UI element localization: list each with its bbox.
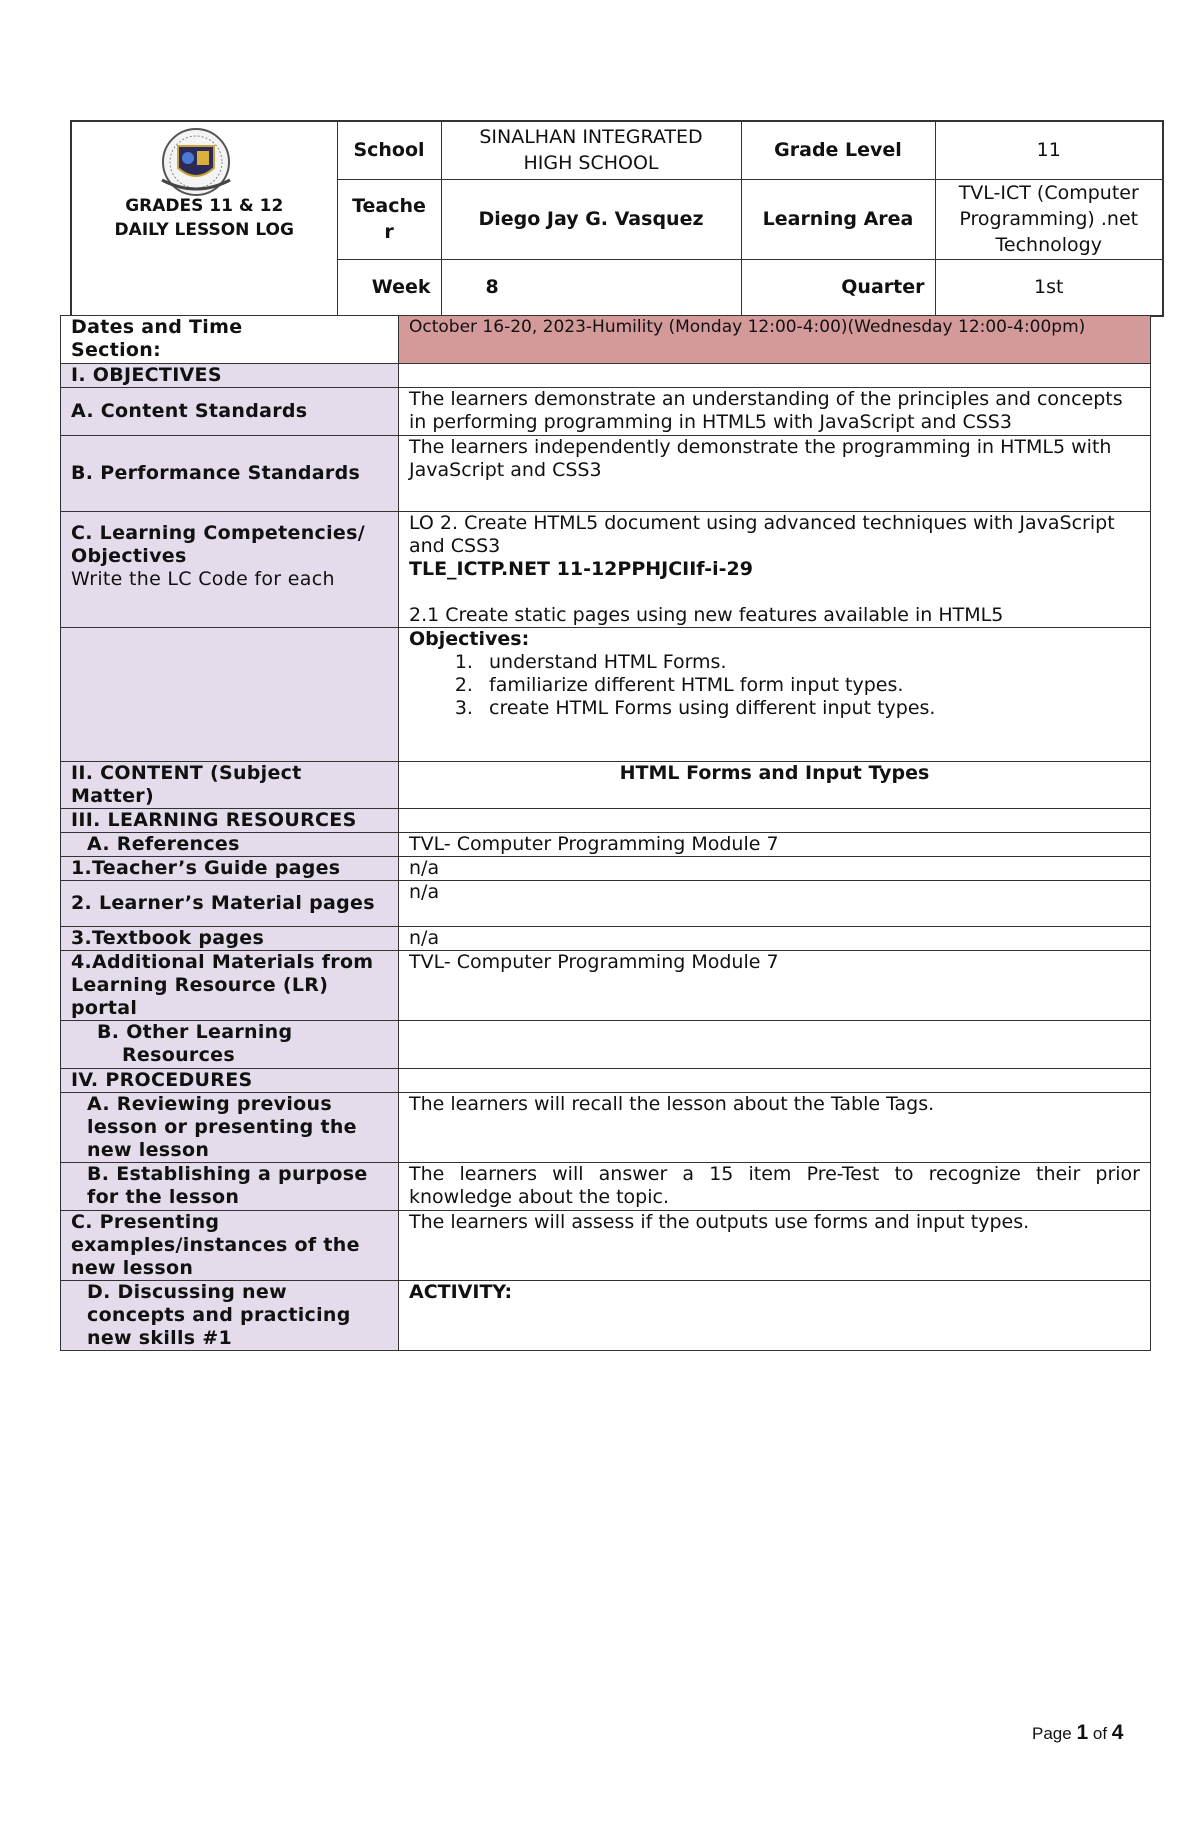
table-row [61,512,1151,628]
page-current: 1 [1076,1721,1089,1744]
lc-value-line1: LO 2. Create HTML5 document using advanced techniques with JavaScript and CSS3 [409,512,1115,557]
page-word: Page [1032,1724,1072,1743]
procedure-a-label [61,1093,399,1163]
lr-label-line3: portal [71,997,138,1019]
procedure-c-label [61,1211,399,1281]
textbook-pages-label: 3.Textbook pages [61,927,399,951]
learning-resources-empty [399,809,1151,833]
other-resources-label [61,1021,399,1069]
procedure-a-value: The learners will recall the lesson about the Table Tags. [399,1093,1151,1163]
table-row [61,388,1151,436]
school-value [441,121,741,179]
logo-cell [71,121,337,316]
lr-label-line2: Learning Resource (LR) [71,974,329,996]
school-value-line2: HIGH SCHOOL [523,152,659,175]
table-row [61,1281,1151,1351]
proc-c-label-line3: new lesson [71,1257,194,1279]
list-item: 1. understand HTML Forms. [479,651,1140,674]
other-label-line2: Resources [122,1044,235,1066]
table-row [61,1211,1151,1281]
dates-label [61,316,399,364]
grade-level-value: 11 [935,121,1163,179]
table-row [61,1163,1151,1211]
table-row [61,628,1151,762]
objectives-label: I. OBJECTIVES [61,364,399,388]
content-label-line2: Matter) [71,785,154,807]
proc-c-label-line2: examples/instances of the [71,1234,360,1256]
lc-label-line3: Write the LC Code for each [71,568,335,590]
table-row [61,762,1151,809]
table-row [61,1021,1151,1069]
objectives-list-label-empty [61,628,399,762]
table-row [61,881,1151,927]
week-label: Week [337,259,441,316]
procedures-label: IV. PROCEDURES [61,1069,399,1093]
header-table [70,120,1164,317]
lc-value-line3: 2.1 Create static pages using new features available in HTML5 [409,604,1004,626]
table-row [61,809,1151,833]
objectives-list [409,651,1140,720]
table-row [61,833,1151,857]
table-row [61,1069,1151,1093]
procedure-b-value: The learners will answer a 15 item Pre-Test to recognize their prior knowledge about the topic. [399,1163,1151,1211]
log-title-line2: DAILY LESSON LOG [114,220,294,240]
proc-d-label-line2: concepts and practicing [87,1304,351,1326]
quarter-label: Quarter [741,259,935,316]
page-number-footer [1032,1721,1123,1745]
teacher-value: Diego Jay G. Vasquez [441,179,741,259]
procedure-d-value: ACTIVITY: [399,1281,1151,1351]
lc-code: TLE_ICTP.NET 11-12PPHJCIIf-i-29 [409,558,753,580]
teachers-guide-label: 1.Teacher’s Guide pages [61,857,399,881]
lc-label-line2: Objectives [71,545,187,567]
additional-materials-value: TVL- Computer Programming Module 7 [399,951,1151,1021]
list-item: 2. familiarize different HTML form input types. [479,674,1140,697]
grade-level-label: Grade Level [741,121,935,179]
procedure-d-label [61,1281,399,1351]
table-row [61,1093,1151,1163]
of-word: of [1092,1724,1108,1743]
table-row [61,316,1151,364]
area-value-line1: TVL-ICT (Computer [958,182,1139,204]
school-seal-logo [148,128,244,200]
teacher-label [337,179,441,259]
school-value-line1: SINALHAN INTEGRATED [479,126,703,149]
other-label-line1: B. Other Learning [97,1021,293,1043]
quarter-value: 1st [935,259,1163,316]
procedure-c-value: The learners will assess if the outputs use forms and input types. [399,1211,1151,1281]
performance-standards-value: The learners independently demonstrate the programming in HTML5 with JavaScript and CSS3 [399,436,1151,512]
lc-label-line1: C. Learning Competencies/ [71,522,365,544]
proc-a-label-line3: new lesson [87,1139,210,1161]
teachers-guide-value: n/a [399,857,1151,881]
area-value-line3: Technology [995,234,1102,256]
teacher-label-line1: Teache [352,195,426,217]
references-label: A. References [61,833,399,857]
content-label-line1: II. CONTENT (Subject [71,762,302,784]
content-subject-label [61,762,399,809]
learners-material-value: n/a [399,881,1151,927]
school-label: School [337,121,441,179]
other-resources-empty [399,1021,1151,1069]
procedures-empty [399,1069,1151,1093]
references-value: TVL- Computer Programming Module 7 [399,833,1151,857]
proc-d-label-line3: new skills #1 [87,1327,233,1349]
objectives-heading: Objectives: [409,628,530,650]
lesson-log-table [60,315,1151,1351]
performance-standards-label: B. Performance Standards [61,436,399,512]
proc-b-label-line1: B. Establishing a purpose [87,1163,368,1185]
week-value: 8 [441,259,741,316]
proc-b-label-line2: for the lesson [87,1186,240,1208]
lr-label-line1: 4.Additional Materials from [71,951,374,973]
table-row [61,927,1151,951]
proc-c-label-line1: C. Presenting [71,1211,220,1233]
log-title-line1: GRADES 11 & 12 [125,196,284,216]
dates-label-line1: Dates and Time [71,316,243,338]
learning-competencies-label [61,512,399,628]
procedure-b-label [61,1163,399,1211]
area-value-line2: Programming) .net [959,208,1139,230]
table-row [61,364,1151,388]
teacher-label-line2: r [384,221,394,243]
textbook-pages-value: n/a [399,927,1151,951]
page-total: 4 [1111,1721,1124,1744]
objectives-list-cell [399,628,1151,762]
learning-area-label: Learning Area [741,179,935,259]
proc-a-label-line1: A. Reviewing previous [87,1093,332,1115]
dates-value: October 16-20, 2023-Humility (Monday 12:00-4:00)(Wednesday 12:00-4:00pm) [399,316,1151,364]
content-subject-value: HTML Forms and Input Types [399,762,1151,809]
learning-competencies-value [399,512,1151,628]
dates-label-line2: Section: [71,339,162,361]
proc-a-label-line2: lesson or presenting the [87,1116,357,1138]
learning-resources-label: III. LEARNING RESOURCES [61,809,399,833]
content-standards-label: A. Content Standards [61,388,399,436]
proc-d-label-line1: D. Discussing new [87,1281,287,1303]
list-item: 3. create HTML Forms using different input types. [479,697,1140,720]
learning-area-value [935,179,1163,259]
learners-material-label: 2. Learner’s Material pages [61,881,399,927]
table-row [61,436,1151,512]
table-row [61,951,1151,1021]
content-standards-value: The learners demonstrate an understanding of the principles and concepts in performing programming in HTML5 with JavaScript and CSS3 [399,388,1151,436]
table-row [61,857,1151,881]
additional-materials-label [61,951,399,1021]
objectives-empty-cell [399,364,1151,388]
